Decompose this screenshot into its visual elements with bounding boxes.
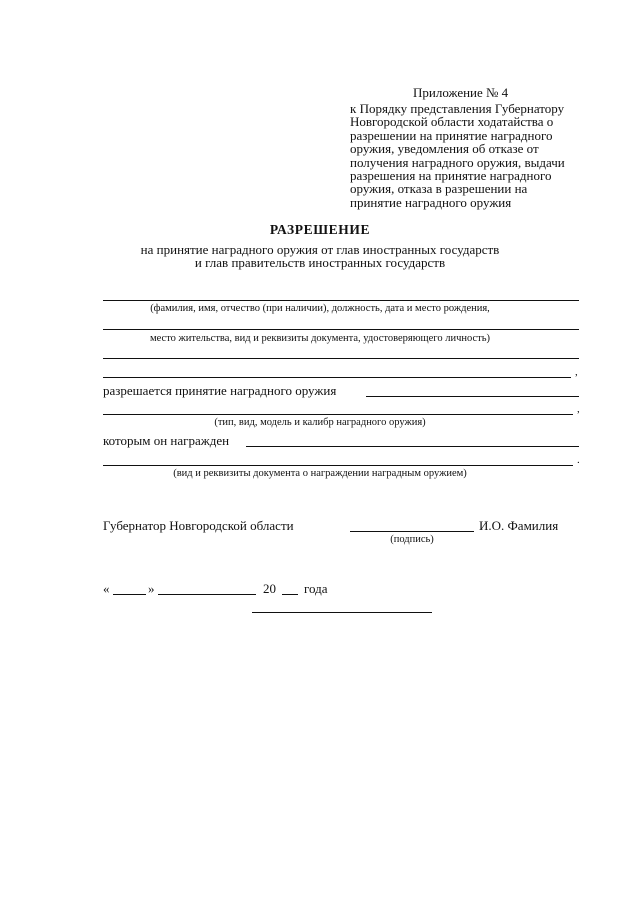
- person-caption: (фамилия, имя, отчество (при наличии), должность, дата и место рождения,: [150, 303, 490, 314]
- month-fill-line[interactable]: [158, 594, 256, 595]
- document-title: РАЗРЕШЕНИЕ: [269, 222, 371, 237]
- award-doc-caption: (вид и реквизиты документа о награждении наградным оружием): [173, 468, 467, 479]
- appendix-line: оружия, отказа в разрешении на: [350, 181, 528, 197]
- appendix-line: Новгородской области ходатайства о: [350, 114, 554, 130]
- person-fill-line[interactable]: [103, 300, 579, 301]
- appendix-line: оружия, уведомления об отказе от: [350, 141, 539, 157]
- appendix-line: разрешении на принятие наградного: [350, 127, 553, 143]
- subtitle-line-2: и глав правительств иностранных государств: [194, 255, 446, 270]
- year-fill-line[interactable]: [282, 594, 298, 595]
- residence-caption: место жительства, вид и реквизиты документа, удостоверяющего личность): [149, 333, 491, 344]
- appendix-title: Приложение № 4: [413, 85, 509, 100]
- appendix-line: разрешения на принятие наградного: [350, 168, 552, 184]
- governor-name: И.О. Фамилия: [479, 518, 559, 533]
- year-century: 20: [263, 581, 276, 596]
- date-open-quote: «: [103, 581, 110, 596]
- period-mark: .: [577, 454, 580, 466]
- comma-mark: ,: [577, 403, 580, 415]
- signature-fill-line[interactable]: [350, 531, 474, 532]
- governor-label: Губернатор Новгородской области: [103, 518, 294, 533]
- awarded-label: которым он награжден: [103, 433, 230, 448]
- appendix-line: принятие наградного оружия: [350, 194, 512, 210]
- residence-fill-line[interactable]: [103, 329, 579, 330]
- appendix-line: к Порядку представления Губернатору: [350, 101, 565, 116]
- comma-mark: ,: [575, 366, 578, 378]
- subtitle-line-1: на принятие наградного оружия от глав иностранных государств: [140, 242, 500, 257]
- bottom-rule: [252, 612, 432, 613]
- blank-fill-line[interactable]: [103, 358, 579, 359]
- blank-fill-line[interactable]: [103, 377, 571, 378]
- appendix-reference: [350, 102, 590, 209]
- weapon-fill-line[interactable]: [366, 396, 579, 397]
- day-fill-line[interactable]: [113, 594, 146, 595]
- appendix-line: получения наградного оружия, выдачи: [350, 154, 565, 170]
- year-suffix: года: [304, 581, 328, 596]
- weapon-caption: (тип, вид, модель и калибр наградного оружия): [214, 417, 426, 428]
- award-fill-line[interactable]: [246, 446, 579, 447]
- weapon-fill-line-2[interactable]: [103, 414, 573, 415]
- award-fill-line-2[interactable]: [103, 465, 573, 466]
- document-subtitle: [0, 243, 640, 269]
- date-close-quote: »: [148, 581, 155, 596]
- signature-caption: (подпись): [390, 534, 434, 545]
- permission-label: разрешается принятие наградного оружия: [103, 383, 337, 398]
